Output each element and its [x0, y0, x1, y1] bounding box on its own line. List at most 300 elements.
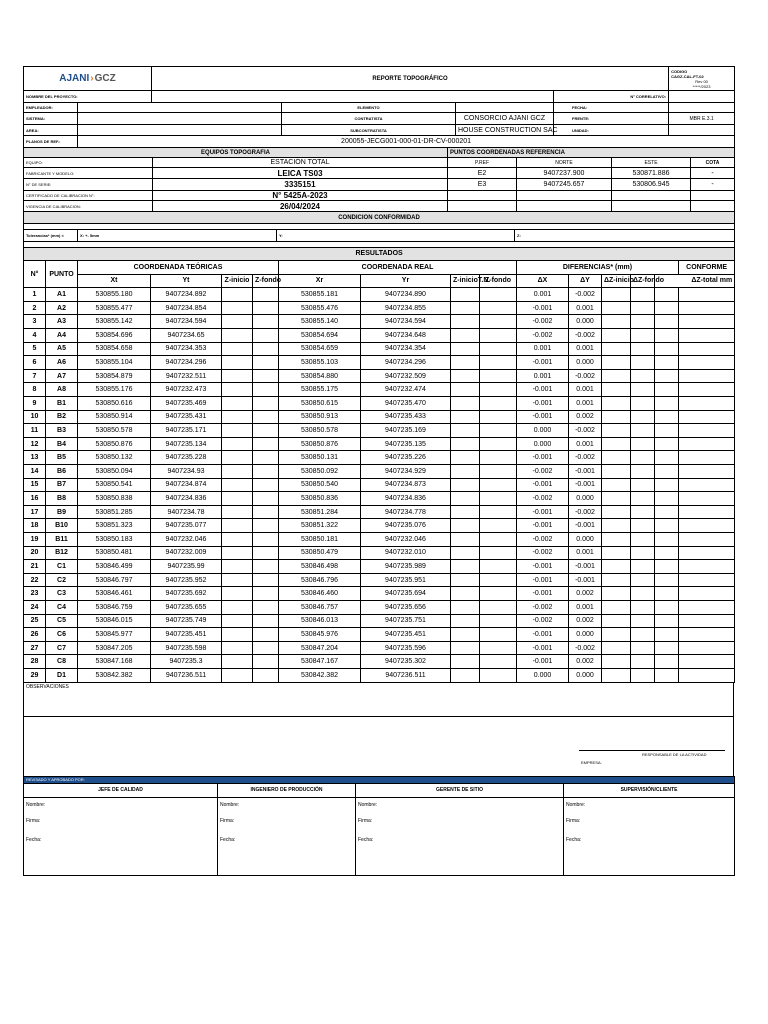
signature-col-production-engineer: INGENIERO DE PRODUCCIÓN — [218, 783, 356, 797]
cell-conforme — [679, 492, 735, 506]
signature-box-supervision[interactable] — [564, 797, 735, 875]
cell-conforme — [679, 519, 735, 533]
table-row — [24, 668, 735, 682]
cell-dz-fondo — [631, 614, 655, 628]
cell-z-fondo-real — [480, 628, 517, 642]
cell-z-fondo — [253, 600, 279, 614]
cell-yr: 9407234.354 — [361, 342, 451, 356]
cell-dy: 0.001 — [569, 397, 602, 411]
cell-point: B2 — [46, 410, 78, 424]
cell-yr: 9407235.751 — [361, 614, 451, 628]
cell-z-inicio — [222, 329, 253, 343]
cell-z-fondo-real — [480, 329, 517, 343]
cell-yt: 9407232.046 — [151, 532, 222, 546]
col-header-dz-total: ΔZ-total mm — [655, 274, 735, 288]
cell-z-inicio-tn — [451, 546, 480, 560]
cell-dx: -0.002 — [517, 329, 569, 343]
cell-dy: -0.002 — [569, 641, 602, 655]
cell-yt: 9407234.93 — [151, 465, 222, 479]
cell-dz-inicio — [602, 560, 631, 574]
cell-dz-total — [655, 600, 679, 614]
cell-z-inicio — [222, 383, 253, 397]
reference-plans-value: 200055-JECG001-000-01-DR-CV-000201 — [78, 136, 735, 148]
col-header-xr: Xr — [279, 274, 361, 288]
cell-z-inicio-tn — [451, 451, 480, 465]
cell-xt: 530854.696 — [78, 329, 151, 343]
table-row — [24, 301, 735, 315]
cell-dy: -0.001 — [569, 573, 602, 587]
cell-number: 27 — [24, 641, 46, 655]
cell-conforme — [679, 614, 735, 628]
cell-number: 26 — [24, 628, 46, 642]
cell-conforme — [679, 505, 735, 519]
col-header-dz-fondo: ΔZ-fondo — [631, 274, 655, 288]
equipment-value: ESTACIÓN TOTAL — [153, 158, 448, 168]
cell-point: B5 — [46, 451, 78, 465]
col-header-dy: ΔY — [569, 274, 602, 288]
cell-yr: 9407232.474 — [361, 383, 451, 397]
cell-dx: 0.000 — [517, 668, 569, 682]
report-title: REPORTE TOPOGRÁFICO — [152, 67, 669, 91]
cell-dy: -0.002 — [569, 451, 602, 465]
project-name-value — [152, 91, 554, 103]
cell-dz-fondo — [631, 532, 655, 546]
col-header-conforme: CONFORME — [679, 261, 735, 275]
cell-z-fondo-real — [480, 546, 517, 560]
cell-z-fondo-real — [480, 465, 517, 479]
cell-z-fondo-real — [480, 424, 517, 438]
cell-z-fondo-real — [480, 315, 517, 329]
cell-dy: 0.001 — [569, 437, 602, 451]
cell-point: A2 — [46, 301, 78, 315]
project-name-label: NOMBRE DEL PROYECTO: — [24, 91, 152, 103]
serial-value: 3335151 — [153, 179, 448, 191]
cell-yr: 9407234.594 — [361, 315, 451, 329]
cell-z-inicio-tn — [451, 342, 480, 356]
cell-dz-fondo — [631, 410, 655, 424]
cell-z-inicio-tn — [451, 329, 480, 343]
cell-xr: 530846.013 — [279, 614, 361, 628]
cell-xr: 530850.876 — [279, 437, 361, 451]
cell-z-fondo-real — [480, 587, 517, 601]
cell-dx: -0.002 — [517, 532, 569, 546]
cell-number: 6 — [24, 356, 46, 370]
cell-z-inicio — [222, 369, 253, 383]
cell-dy: 0.001 — [569, 600, 602, 614]
cell-z-inicio — [222, 573, 253, 587]
cell-xr: 530850.181 — [279, 532, 361, 546]
cell-dz-fondo — [631, 560, 655, 574]
cell-xr: 530846.498 — [279, 560, 361, 574]
company-label: EMPRESA: — [581, 759, 602, 765]
cell-yr: 9407234.873 — [361, 478, 451, 492]
cell-dz-total — [655, 342, 679, 356]
cell-dz-fondo — [631, 329, 655, 343]
cell-z-fondo — [253, 573, 279, 587]
subcontractor-value: HOUSE CONSTRUCTION SAC — [456, 125, 554, 136]
cell-xt: 530854.658 — [78, 342, 151, 356]
cell-z-fondo — [253, 342, 279, 356]
cell-dz-inicio — [602, 383, 631, 397]
cell-yt: 9407234.892 — [151, 288, 222, 302]
cell-dy: 0.000 — [569, 628, 602, 642]
cell-xt: 530850.132 — [78, 451, 151, 465]
cell-yr: 9407234.855 — [361, 301, 451, 315]
name-label: Nombre: — [220, 801, 240, 808]
cell-number: 23 — [24, 587, 46, 601]
cell-dz-fondo — [631, 369, 655, 383]
cell-z-inicio — [222, 519, 253, 533]
cell-z-inicio-tn — [451, 560, 480, 574]
cell-z-inicio-tn — [451, 410, 480, 424]
cell-z-fondo-real — [480, 519, 517, 533]
cell-xt: 530850.481 — [78, 546, 151, 560]
cell-point: A7 — [46, 369, 78, 383]
cell-point: A4 — [46, 329, 78, 343]
signature-col-site-manager: GERENTE DE SITIO — [356, 783, 564, 797]
cell-z-fondo — [253, 301, 279, 315]
cell-dx: -0.001 — [517, 478, 569, 492]
cell-dy: -0.001 — [569, 560, 602, 574]
cell-dx: -0.001 — [517, 573, 569, 587]
table-row — [24, 437, 735, 451]
cell-dz-inicio — [602, 628, 631, 642]
cell-dz-inicio — [602, 301, 631, 315]
cell-number: 7 — [24, 369, 46, 383]
revision-date: *****/2023 — [692, 83, 711, 89]
cell-point: B6 — [46, 465, 78, 479]
cell-number: 13 — [24, 451, 46, 465]
cell-yt: 9407234.65 — [151, 329, 222, 343]
cell-yt: 9407232.473 — [151, 383, 222, 397]
cell-dx: -0.001 — [517, 628, 569, 642]
cell-dx: -0.001 — [517, 505, 569, 519]
results-table — [23, 247, 735, 683]
cell-dz-inicio — [602, 532, 631, 546]
contractor-value: CONSORCIO AJANI GCZ — [456, 113, 554, 125]
results-title: RESULTADOS — [24, 247, 735, 261]
cell-dz-inicio — [602, 655, 631, 669]
front-value: MBR E.3.1 — [669, 113, 735, 125]
cell-number: 18 — [24, 519, 46, 533]
cell-yr: 9407234.648 — [361, 329, 451, 343]
calibration-validity-label: VIGENCIA DE CALIBRACION: — [24, 201, 153, 212]
cell-z-inicio — [222, 451, 253, 465]
cell-number: 11 — [24, 424, 46, 438]
cell-z-inicio-tn — [451, 668, 480, 682]
cell-z-inicio — [222, 492, 253, 506]
equipment-title: EQUIPOS TOPOGRAFIA — [24, 148, 448, 158]
cell-dz-fondo — [631, 397, 655, 411]
cell-yt: 9407235.952 — [151, 573, 222, 587]
table-row — [24, 424, 735, 438]
cell-conforme — [679, 587, 735, 601]
cell-z-inicio-tn — [451, 492, 480, 506]
col-header-differences: DIFERENCIAS* (mm) — [517, 261, 679, 275]
cell-z-fondo — [253, 356, 279, 370]
cell-xr: 530855.103 — [279, 356, 361, 370]
cell-dz-inicio — [602, 614, 631, 628]
cell-dy: -0.002 — [569, 424, 602, 438]
cell-dz-inicio — [602, 410, 631, 424]
report-sheet — [23, 66, 734, 876]
cell-point: B10 — [46, 519, 78, 533]
cell-z-inicio — [222, 410, 253, 424]
responsible-label: RESPONSABLE DE LA ACTIVIDAD — [642, 751, 707, 757]
observations-label: OBSERVACIONES — [26, 683, 69, 690]
ref-row-north: 9407245.657 — [517, 179, 612, 191]
reference-plans-label: PLANOS DE REF.: — [24, 136, 78, 148]
cell-dy: -0.002 — [569, 505, 602, 519]
cell-dz-fondo — [631, 492, 655, 506]
cell-dz-inicio — [602, 546, 631, 560]
approval-banner: REVISADO Y APROBADO POR: — [24, 776, 735, 783]
cell-number: 29 — [24, 668, 46, 682]
cell-z-inicio — [222, 342, 253, 356]
cell-conforme — [679, 641, 735, 655]
cell-z-fondo — [253, 614, 279, 628]
table-row — [24, 478, 735, 492]
cell-dy: 0.001 — [569, 301, 602, 315]
col-header-point: PUNTO — [46, 261, 78, 288]
cell-z-fondo — [253, 410, 279, 424]
cell-point: B3 — [46, 424, 78, 438]
cell-dz-total — [655, 356, 679, 370]
cell-number: 2 — [24, 301, 46, 315]
cell-conforme — [679, 288, 735, 302]
conformity-title: CONDICION CONFORMIDAD — [24, 212, 735, 224]
cell-xt: 530850.578 — [78, 424, 151, 438]
cell-z-fondo-real — [480, 655, 517, 669]
cell-dz-inicio — [602, 587, 631, 601]
ref-header-elevation: COTA — [691, 158, 735, 168]
cell-z-inicio-tn — [451, 424, 480, 438]
cell-number: 22 — [24, 573, 46, 587]
cell-z-fondo — [253, 451, 279, 465]
cell-xt: 530850.838 — [78, 492, 151, 506]
cell-z-fondo-real — [480, 668, 517, 682]
cell-dz-inicio — [602, 505, 631, 519]
cell-dz-total — [655, 614, 679, 628]
ref-row-point: E2 — [448, 168, 517, 179]
cell-yt: 9407235.99 — [151, 560, 222, 574]
table-row — [24, 505, 735, 519]
cell-dz-fondo — [631, 424, 655, 438]
cell-conforme — [679, 668, 735, 682]
cell-conforme — [679, 410, 735, 424]
cell-point: B7 — [46, 478, 78, 492]
cell-xt: 530855.142 — [78, 315, 151, 329]
cell-xt: 530850.914 — [78, 410, 151, 424]
cell-z-inicio-tn — [451, 356, 480, 370]
cell-z-inicio — [222, 628, 253, 642]
cell-z-inicio-tn — [451, 369, 480, 383]
date-value — [669, 103, 735, 113]
cell-xt: 530850.616 — [78, 397, 151, 411]
cell-z-inicio-tn — [451, 301, 480, 315]
table-row — [24, 560, 735, 574]
contractor-label: CONTRATISTA — [282, 113, 456, 125]
cell-z-inicio — [222, 614, 253, 628]
cell-dx: 0.001 — [517, 369, 569, 383]
signature-box-production-engineer[interactable] — [218, 797, 356, 875]
cell-number: 14 — [24, 465, 46, 479]
cell-dy: 0.000 — [569, 492, 602, 506]
cell-yt: 9407235.598 — [151, 641, 222, 655]
table-row — [24, 641, 735, 655]
cell-number: 17 — [24, 505, 46, 519]
observations-table — [23, 682, 734, 777]
cell-xt: 530845.977 — [78, 628, 151, 642]
cell-xt: 530855.180 — [78, 288, 151, 302]
cell-xr: 530855.181 — [279, 288, 361, 302]
cell-yt: 9407235.431 — [151, 410, 222, 424]
signature-box-site-manager[interactable] — [356, 797, 564, 875]
conformity-table — [23, 211, 735, 248]
cell-point: C5 — [46, 614, 78, 628]
cell-number: 16 — [24, 492, 46, 506]
cell-yt: 9407235.134 — [151, 437, 222, 451]
cell-yr: 9407235.656 — [361, 600, 451, 614]
cell-xt: 530846.759 — [78, 600, 151, 614]
cell-z-fondo — [253, 424, 279, 438]
cell-dx: -0.002 — [517, 315, 569, 329]
cell-number: 10 — [24, 410, 46, 424]
cell-dz-inicio — [602, 369, 631, 383]
equipment-label: EQUIPO: — [24, 158, 153, 168]
cell-dz-fondo — [631, 356, 655, 370]
name-label: Nombre: — [26, 801, 46, 808]
cell-z-fondo — [253, 655, 279, 669]
cell-number: 12 — [24, 437, 46, 451]
tolerance-y: Y: — [277, 230, 515, 242]
cell-xt: 530850.094 — [78, 465, 151, 479]
cell-dz-inicio — [602, 424, 631, 438]
results-body — [24, 288, 735, 682]
cell-dz-inicio — [602, 573, 631, 587]
cell-yt: 9407236.511 — [151, 668, 222, 682]
cell-conforme — [679, 424, 735, 438]
cell-z-inicio — [222, 356, 253, 370]
cell-dz-inicio — [602, 668, 631, 682]
cell-z-inicio-tn — [451, 465, 480, 479]
table-row — [24, 492, 735, 506]
equipment-table — [23, 147, 735, 212]
cell-yr: 9407235.470 — [361, 397, 451, 411]
unit-value — [669, 125, 735, 136]
cell-z-fondo-real — [480, 342, 517, 356]
cell-dz-fondo — [631, 600, 655, 614]
table-row — [24, 628, 735, 642]
cell-point: A3 — [46, 315, 78, 329]
cell-yr: 9407235.596 — [361, 641, 451, 655]
cell-xr: 530845.976 — [279, 628, 361, 642]
code-label: CODIGO — [671, 68, 688, 74]
front-label: FRENTE: — [554, 113, 669, 125]
cell-yr: 9407235.302 — [361, 655, 451, 669]
cell-xr: 530851.322 — [279, 519, 361, 533]
cell-dz-fondo — [631, 478, 655, 492]
cell-point: A6 — [46, 356, 78, 370]
cell-dy: -0.001 — [569, 478, 602, 492]
cell-dz-total — [655, 478, 679, 492]
ref-row-east: 530871.886 — [612, 168, 691, 179]
cell-yt: 9407235.655 — [151, 600, 222, 614]
cell-dy: -0.002 — [569, 369, 602, 383]
col-header-z-inicio: Z-inicio — [222, 274, 253, 288]
cell-dz-fondo — [631, 628, 655, 642]
cell-xt: 530851.285 — [78, 505, 151, 519]
cell-z-fondo-real — [480, 573, 517, 587]
signature-box-quality-chief[interactable] — [24, 797, 218, 875]
correlativo-label: N° CORRELATIVO: — [554, 91, 669, 103]
cell-xr: 530850.131 — [279, 451, 361, 465]
cell-dy: -0.002 — [569, 288, 602, 302]
cell-yt: 9407234.836 — [151, 492, 222, 506]
area-value — [78, 125, 282, 136]
table-row — [24, 655, 735, 669]
cell-dx: -0.001 — [517, 560, 569, 574]
col-header-number: N° — [24, 261, 46, 288]
cell-z-inicio-tn — [451, 397, 480, 411]
cell-yr: 9407235.694 — [361, 587, 451, 601]
cell-dz-total — [655, 410, 679, 424]
table-row — [24, 573, 735, 587]
table-row — [24, 410, 735, 424]
company-logo — [24, 67, 152, 91]
cell-number: 15 — [24, 478, 46, 492]
cell-z-inicio — [222, 315, 253, 329]
cell-point: C7 — [46, 641, 78, 655]
cell-dz-total — [655, 641, 679, 655]
cell-yt: 9407235.692 — [151, 587, 222, 601]
cell-xt: 530855.477 — [78, 301, 151, 315]
calibration-validity-value: 26/04/2024 — [153, 201, 448, 212]
col-header-yr: Yr — [361, 274, 451, 288]
cell-dz-fondo — [631, 451, 655, 465]
logo-text-ajani: AJANI — [59, 73, 90, 84]
col-header-dz-inicio: ΔZ-inicio — [602, 274, 631, 288]
cell-yt: 9407234.296 — [151, 356, 222, 370]
table-row — [24, 451, 735, 465]
cell-dz-fondo — [631, 519, 655, 533]
cell-point: C3 — [46, 587, 78, 601]
signature-col-quality-chief: JEFE DE CALIDAD — [24, 783, 218, 797]
cell-z-fondo — [253, 587, 279, 601]
cell-conforme — [679, 560, 735, 574]
table-row — [24, 600, 735, 614]
cell-number: 8 — [24, 383, 46, 397]
cell-point: A8 — [46, 383, 78, 397]
signature-label: Firma: — [26, 817, 41, 824]
table-row — [24, 587, 735, 601]
cell-z-fondo-real — [480, 410, 517, 424]
table-row — [24, 329, 735, 343]
cell-dx: -0.002 — [517, 600, 569, 614]
cell-point: C8 — [46, 655, 78, 669]
cell-z-inicio — [222, 641, 253, 655]
cell-yt: 9407232.511 — [151, 369, 222, 383]
cell-dz-inicio — [602, 329, 631, 343]
cell-dz-inicio — [602, 397, 631, 411]
cell-z-inicio — [222, 546, 253, 560]
cell-yr: 9407236.511 — [361, 668, 451, 682]
signatures-table — [23, 776, 735, 876]
cell-conforme — [679, 628, 735, 642]
cell-conforme — [679, 546, 735, 560]
cell-z-inicio-tn — [451, 655, 480, 669]
cell-dy: 0.000 — [569, 315, 602, 329]
